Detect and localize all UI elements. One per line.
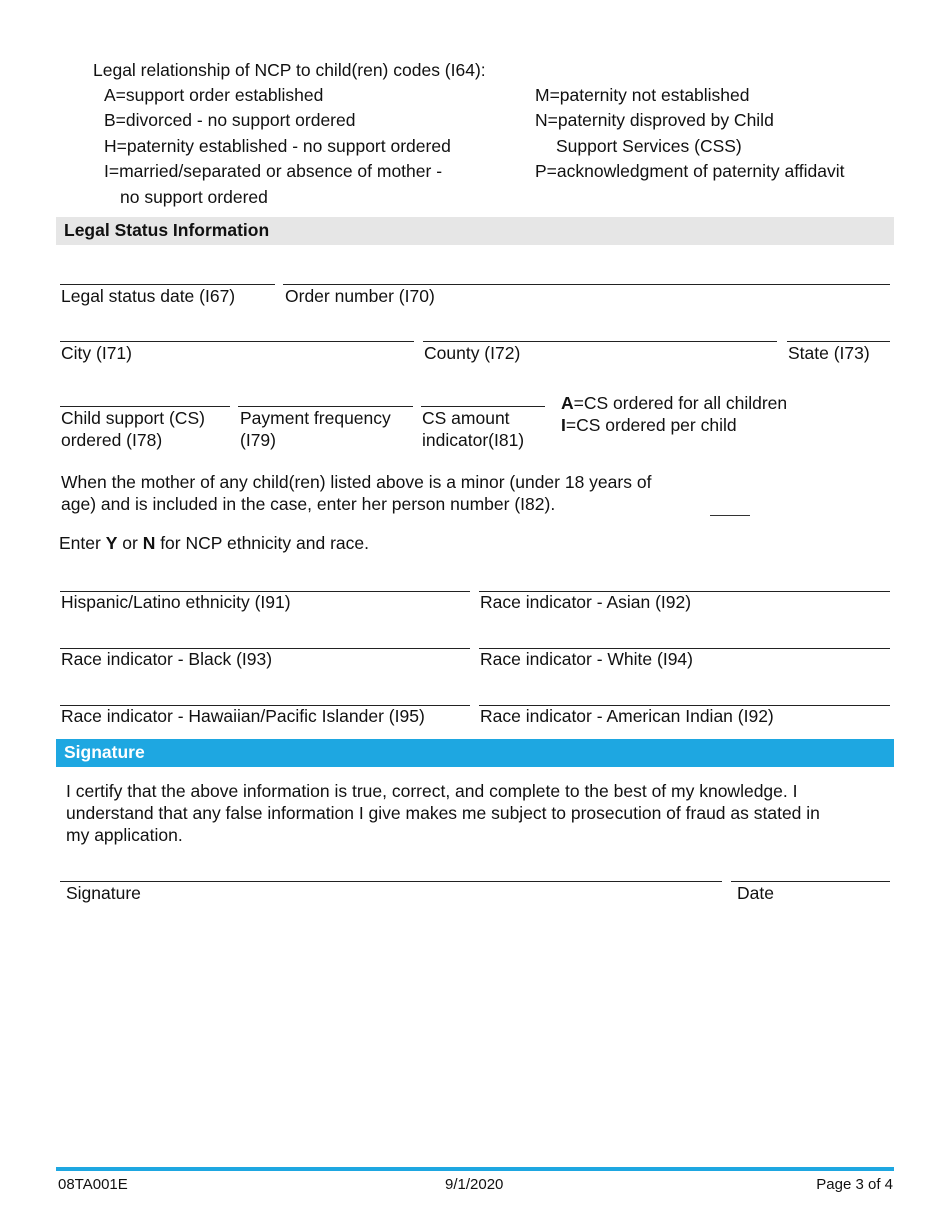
code-h: H=paternity established - no support ordered xyxy=(104,136,451,156)
legal-status-date-label: Legal status date (I67) xyxy=(61,286,236,306)
code-n-cont: Support Services (CSS) xyxy=(556,136,742,156)
ethnicity-instruction: Enter Y or N for NCP ethnicity and race. xyxy=(59,533,369,553)
state-label: State (I73) xyxy=(788,343,870,363)
cs-ordered-label-1: Child support (CS) xyxy=(61,408,205,428)
order-number-label: Order number (I70) xyxy=(285,286,435,306)
payment-frequency-field[interactable] xyxy=(238,406,413,407)
state-field[interactable] xyxy=(787,341,890,342)
signature-label: Signature xyxy=(66,883,141,903)
black-label: Race indicator - Black (I93) xyxy=(61,649,273,669)
person-number-field[interactable] xyxy=(710,515,750,516)
payment-frequency-label-2: (I79) xyxy=(240,430,276,450)
asian-label: Race indicator - Asian (I92) xyxy=(480,592,692,612)
signature-field[interactable] xyxy=(60,881,722,882)
minor-mother-text-1: When the mother of any child(ren) listed above is a minor (under 18 years of xyxy=(61,472,652,492)
cs-amount-indicator-field[interactable] xyxy=(421,406,545,407)
county-label: County (I72) xyxy=(424,343,521,363)
minor-mother-text-2: age) and is included in the case, enter her person number (I82). xyxy=(61,494,556,514)
hawaiian-label: Race indicator - Hawaiian/Pacific Islander (I95) xyxy=(61,706,425,726)
code-i-cont: no support ordered xyxy=(120,187,268,207)
american-indian-label: Race indicator - American Indian (I92) xyxy=(480,706,774,726)
certification-text-3: my application. xyxy=(66,825,183,845)
code-i: I=married/separated or absence of mother - xyxy=(104,161,443,181)
white-label: Race indicator - White (I94) xyxy=(480,649,693,669)
cs-code-i: I=CS ordered per child xyxy=(561,415,737,435)
signature-title: Signature xyxy=(64,742,145,762)
order-number-field[interactable] xyxy=(283,284,890,285)
legal-status-date-field[interactable] xyxy=(60,284,275,285)
cs-code-a: A=CS ordered for all children xyxy=(561,393,788,413)
legal-status-title: Legal Status Information xyxy=(64,220,270,240)
form-date: 9/1/2020 xyxy=(445,1176,504,1193)
code-m: M=paternity not established xyxy=(535,85,750,105)
cs-amount-label-2: indicator(I81) xyxy=(422,430,525,450)
code-p: P=acknowledgment of paternity affidavit xyxy=(535,161,845,181)
cs-ordered-label-2: ordered (I78) xyxy=(61,430,163,450)
form-id: 08TA001E xyxy=(58,1176,128,1193)
certification-text-2: understand that any false information I give makes me subject to prosecution of fraud as stated in xyxy=(66,803,820,823)
page-number: Page 3 of 4 xyxy=(816,1176,893,1193)
county-field[interactable] xyxy=(423,341,777,342)
footer-rule xyxy=(56,1167,894,1171)
legal-status-header xyxy=(56,217,894,245)
code-a: A=support order established xyxy=(104,85,324,105)
signature-header xyxy=(56,739,894,767)
cs-ordered-field[interactable] xyxy=(60,406,230,407)
date-field[interactable] xyxy=(731,881,890,882)
code-b: B=divorced - no support ordered xyxy=(104,110,356,130)
payment-frequency-label-1: Payment frequency xyxy=(240,408,391,428)
city-label: City (I71) xyxy=(61,343,132,363)
hispanic-label: Hispanic/Latino ethnicity (I91) xyxy=(61,592,291,612)
date-label: Date xyxy=(737,883,774,903)
cs-amount-label-1: CS amount xyxy=(422,408,510,428)
certification-text-1: I certify that the above information is true, correct, and complete to the best of my knowledge. I xyxy=(66,781,798,801)
codes-heading: Legal relationship of NCP to child(ren) codes (I64): xyxy=(93,60,486,80)
code-n: N=paternity disproved by Child xyxy=(535,110,774,130)
city-field[interactable] xyxy=(60,341,414,342)
